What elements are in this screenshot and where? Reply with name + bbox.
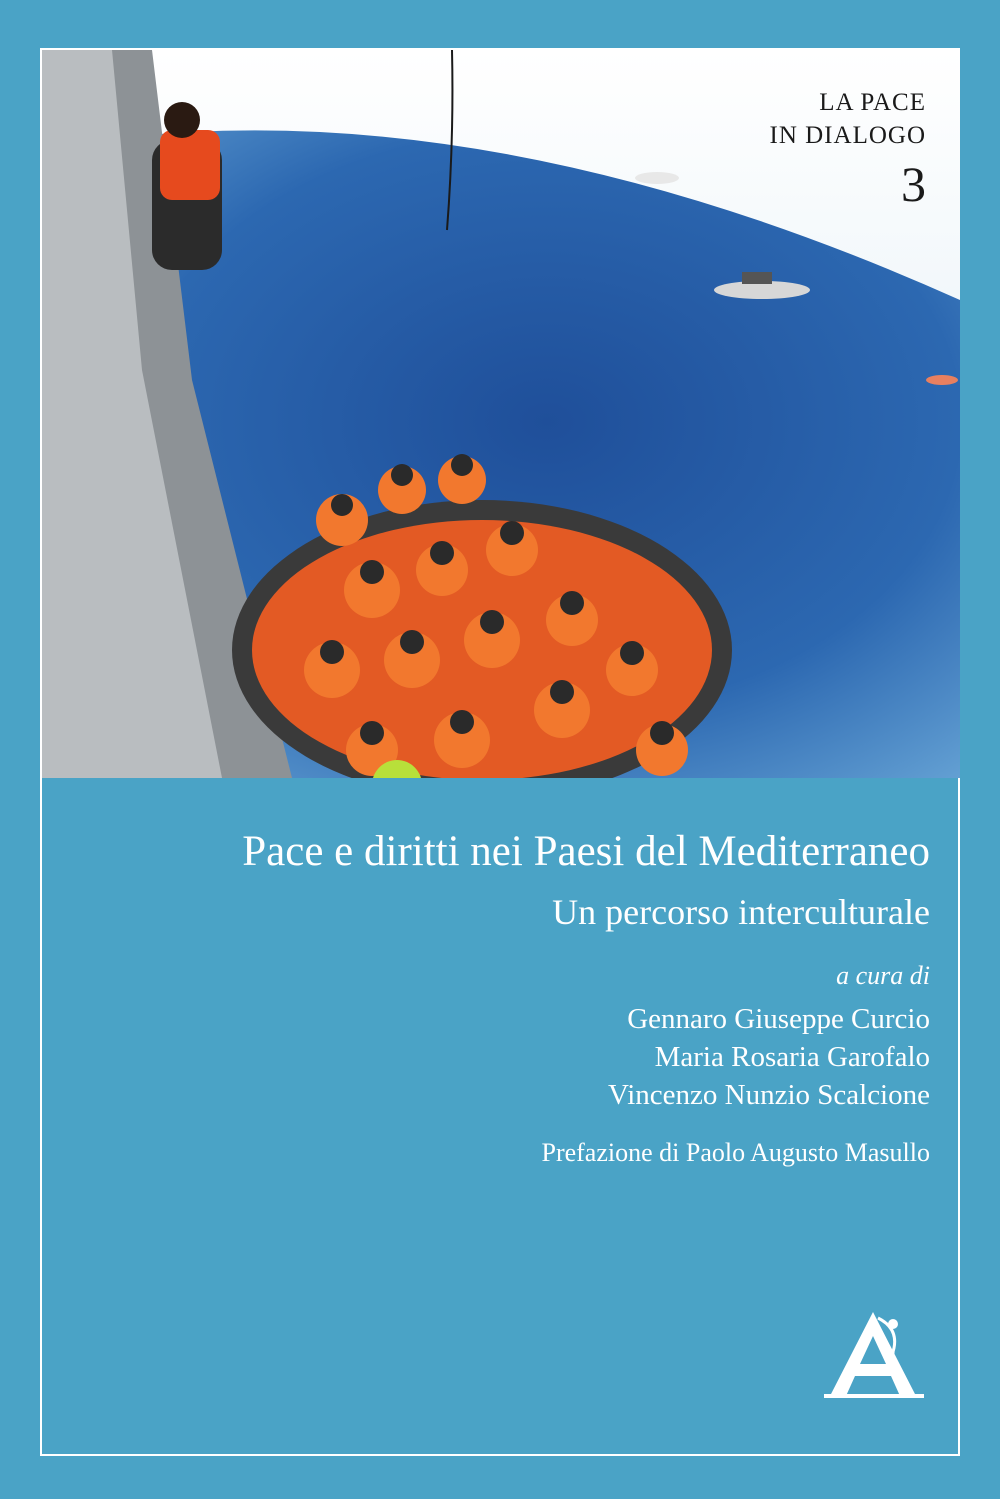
series-label bbox=[770, 86, 927, 214]
book-title: Pace e diritti nei Paesi del Mediterraneo bbox=[242, 828, 930, 875]
series-name-line2: IN DIALOGO bbox=[769, 122, 926, 149]
editor-name: Maria Rosaria Garofalo bbox=[654, 1041, 930, 1073]
editor-name: Gennaro Giuseppe Curcio bbox=[627, 1003, 930, 1035]
book-subtitle: Un percorso interculturale bbox=[552, 892, 930, 932]
series-name-line1: LA PACE bbox=[819, 89, 926, 116]
aracne-logo-icon bbox=[818, 1308, 928, 1400]
series-number: 3 bbox=[901, 156, 926, 212]
editors-list bbox=[242, 1000, 930, 1114]
preface-credit: Prefazione di Paolo Augusto Masullo bbox=[541, 1138, 930, 1167]
editor-name: Vincenzo Nunzio Scalcione bbox=[608, 1079, 930, 1111]
editors-label: a cura di bbox=[836, 961, 930, 990]
cover-text bbox=[242, 826, 930, 1170]
